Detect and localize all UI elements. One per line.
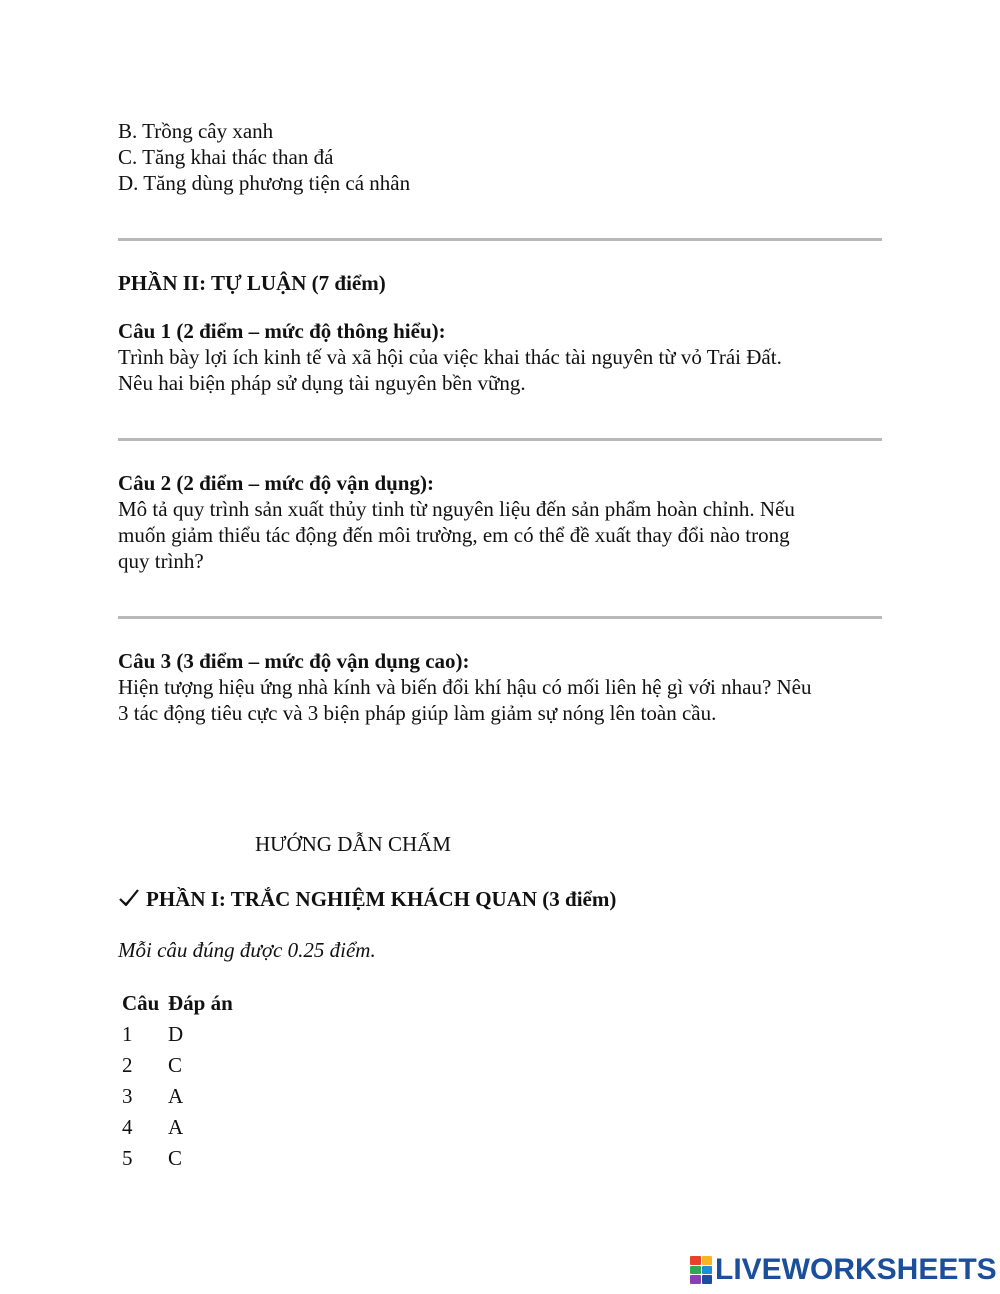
option-d: D. Tăng dùng phương tiện cá nhân [118,171,411,195]
q2-line: Mô tả quy trình sản xuất thủy tinh từ nguyên liệu đến sản phẩm hoàn chỉnh. Nếu [118,497,795,521]
table-cell-question: 4 [122,1115,133,1139]
table-cell-answer: D [168,1022,184,1046]
q2-line: muốn giảm thiểu tác động đến môi trường, em có thể đề xuất thay đổi nào trong [118,523,790,547]
option-b: B. Trồng cây xanh [118,119,274,143]
logo-text: LIVEWORKSHEETS [715,1253,997,1286]
q1-line: Nêu hai biện pháp sử dụng tài nguyên bền vững. [118,371,526,395]
table-cell-question: 3 [122,1084,133,1108]
table-cell-question: 2 [122,1053,133,1077]
q2-title: Câu 2 (2 điểm – mức độ vận dụng): [118,471,434,495]
divider [118,438,882,441]
table-cell-answer: A [168,1084,184,1108]
table-header-question: Câu [122,991,160,1015]
q3-line: Hiện tượng hiệu ứng nhà kính và biến đổi khí hậu có mối liên hệ gì với nhau? Nêu [118,675,812,699]
guide-part1-heading [118,886,616,912]
option-c: C. Tăng khai thác than đá [118,145,334,169]
part2-heading: PHẦN II: TỰ LUẬN (7 điểm) [118,271,386,295]
table-header-answer: Đáp án [168,991,233,1015]
table-cell-answer: C [168,1053,183,1077]
q1-title: Câu 1 (2 điểm – mức độ thông hiểu): [118,319,446,343]
guide-title: HƯỚNG DẪN CHẤM [255,832,451,856]
guide-part1-heading-text: PHẦN I: TRẮC NGHIỆM KHÁCH QUAN (3 điểm) [146,887,617,911]
table-cell-answer: A [168,1115,184,1139]
logo-blocks-icon [690,1256,712,1284]
table-cell-answer: C [168,1146,183,1170]
divider [118,238,882,241]
q2-line: quy trình? [118,549,204,573]
q1-line: Trình bày lợi ích kinh tế và xã hội của việc khai thác tài nguyên từ vỏ Trái Đất. [118,345,782,369]
guide-note: Mỗi câu đúng được 0.25 điểm. [118,938,376,962]
liveworksheets-logo[interactable] [690,1252,997,1288]
table-cell-question: 1 [122,1022,133,1046]
divider [118,616,882,619]
table-cell-question: 5 [122,1146,133,1170]
check-mark-icon [118,886,140,912]
q3-line: 3 tác động tiêu cực và 3 biện pháp giúp làm giảm sự nóng lên toàn cầu. [118,701,717,725]
q3-title: Câu 3 (3 điểm – mức độ vận dụng cao): [118,649,470,673]
